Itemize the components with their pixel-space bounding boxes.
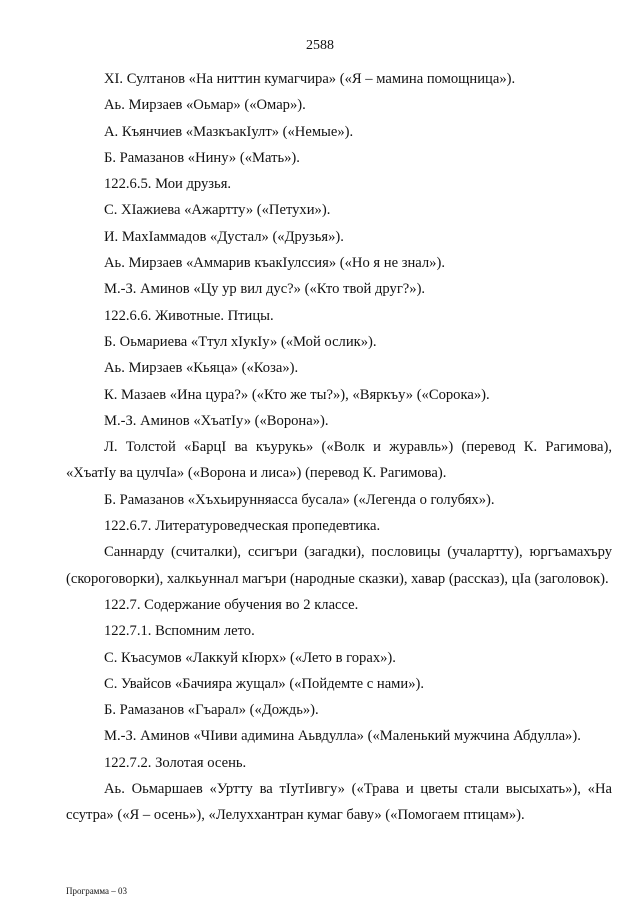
section-heading-122-6-7: 122.6.7. Литературоведческая пропедевтика. xyxy=(104,518,381,535)
paragraph-22: С. Увайсов «Бачияра жущал» («Пойдемте с нами»). xyxy=(104,675,425,692)
paragraph-12: Аь. Мирзаев «Кьяца» («Коза»). xyxy=(104,360,299,377)
paragraph-13: К. Мазаев «Ина цура?» («Кто же ты?»), «Вяркъу» («Сорока»). xyxy=(104,386,490,403)
paragraph-15: Л. Толстой «БарцI ва къурукь» («Волк и журавль») (перевод К. Рагимова), «ХъатIу ва цулчIа» («Ворона и лиса») (перевод К. Рагимова). xyxy=(66,439,612,482)
page-footer: Программа – 03 xyxy=(66,886,128,896)
document-body xyxy=(66,66,612,829)
paragraph-3: А. Къянчиев «МазкъакIулт» («Немые»). xyxy=(104,123,354,140)
paragraph-23: Б. Рамазанов «Гъарал» («Дождь»). xyxy=(104,702,319,719)
paragraph-1: XI. Султанов «На ниттин кумагчира» («Я – мамина помощница»). xyxy=(104,71,516,87)
section-heading-122-7-1: 122.7.1. Вспомним лето. xyxy=(104,623,255,640)
paragraph-4: Б. Рамазанов «Нину» («Мать»). xyxy=(104,149,300,166)
paragraph-9: М.-З. Аминов «Цу ур вил дус?» («Кто твой друг?»). xyxy=(104,281,426,298)
section-heading-122-6-5: 122.6.5. Мои друзья. xyxy=(104,176,232,193)
paragraph-26: Аь. Оьмаршаев «Уртту ва тIутIивгу» («Трава и цветы стали высыхать»), «На ссутра» («Я – осень»), «Лелуххантран кумаг баву» («Помогаем птицам»). xyxy=(66,781,612,824)
paragraph-7: И. МахIаммадов «Дустал» («Друзья»). xyxy=(104,228,344,245)
paragraph-24: М.-З. Аминов «ЧIиви адимина Аьвдулла» («Маленький мужчина Абдулла»). xyxy=(104,728,581,745)
page-number: 2588 xyxy=(306,38,334,53)
section-heading-122-7-2: 122.7.2. Золотая осень. xyxy=(104,754,247,771)
paragraph-6: С. ХIажиева «Ажартту» («Петухи»). xyxy=(104,202,331,219)
paragraph-8: Аь. Мирзаев «Аммарив къакIулссия» («Но я не знал»). xyxy=(104,255,445,272)
paragraph-18: Саннарду (считалки), ссигъри (загадки), пословицы (учалартту), юргъамахъру (скороговорки), халкьуннал магъри (народные сказки), хавар (рассказ), цIа (заголовок). xyxy=(66,544,612,587)
paragraph-14: М.-З. Аминов «ХъатIу» («Ворона»). xyxy=(104,412,329,429)
section-heading-122-7: 122.7. Содержание обучения во 2 классе. xyxy=(104,596,359,613)
section-heading-122-6-6: 122.6.6. Животные. Птицы. xyxy=(104,307,274,324)
paragraph-21: С. Къасумов «Лаккуй кIюрх» («Лето в горах»). xyxy=(104,649,396,666)
paragraph-11: Б. Оьмариева «Ттул хIукIу» («Мой ослик»). xyxy=(104,333,377,350)
paragraph-16: Б. Рамазанов «Хъхьирунняасса бусала» («Легенда о голубях»). xyxy=(104,491,495,508)
paragraph-2: Аь. Мирзаев «Оьмар» («Омар»). xyxy=(104,97,306,114)
